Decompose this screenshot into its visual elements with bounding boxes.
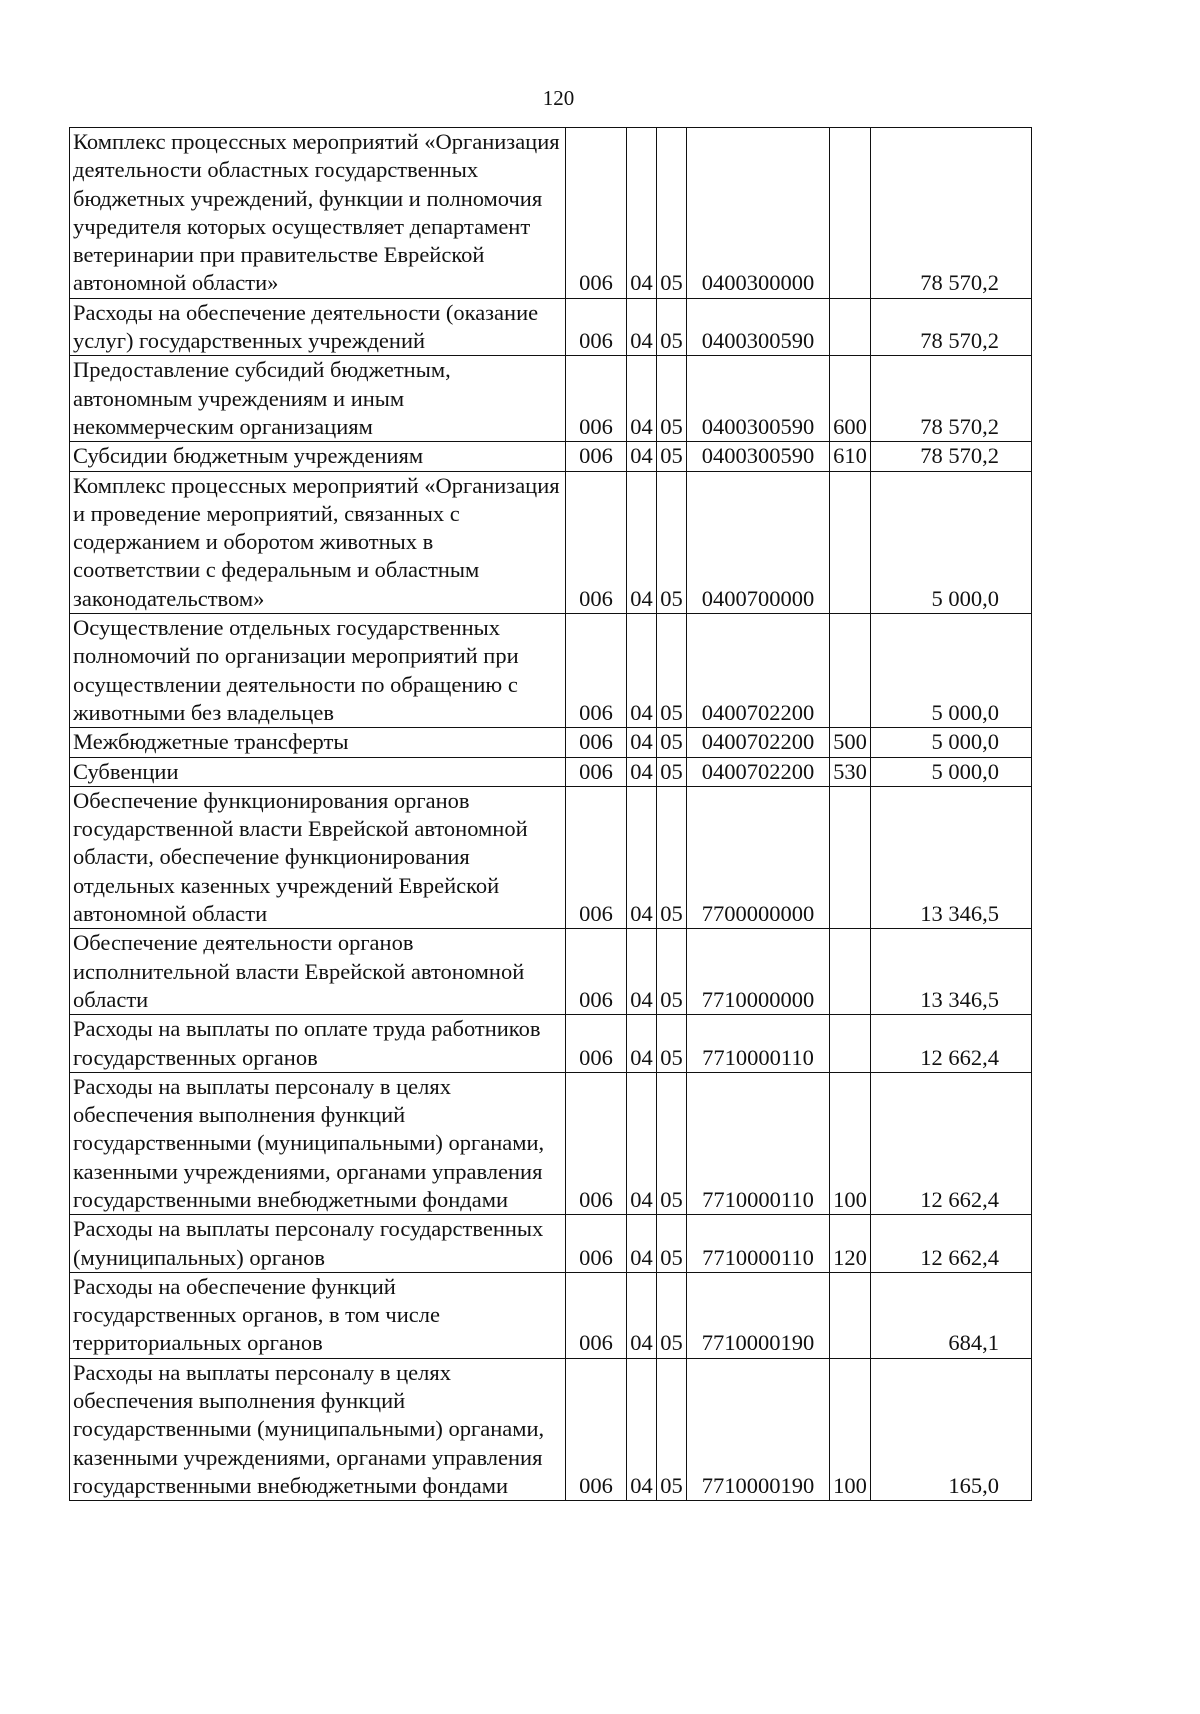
row-name: Расходы на выплаты персоналу в целях обеспечения выполнения функций государственными (муниципальными) органами, казенными учреждениями, органами управления государственными внебюджетными фондами <box>70 1072 566 1214</box>
target-item-code: 0400300590 <box>687 442 830 471</box>
amount-value: 5 000,0 <box>871 728 1032 757</box>
target-item-code: 7710000190 <box>687 1358 830 1500</box>
target-item-code: 0400700000 <box>687 471 830 613</box>
amount-value: 12 662,4 <box>871 1072 1032 1214</box>
table-row <box>70 1215 1032 1273</box>
table-row <box>70 929 1032 1015</box>
section-code: 04 <box>627 471 657 613</box>
table-row <box>70 471 1032 613</box>
row-name: Предоставление субсидий бюджетным, автономным учреждениям и иным некоммерческим организациям <box>70 356 566 442</box>
section-code: 04 <box>627 356 657 442</box>
target-item-code: 7710000110 <box>687 1215 830 1273</box>
ministry-code: 006 <box>566 757 627 786</box>
amount-value: 12 662,4 <box>871 1215 1032 1273</box>
budget-table <box>69 127 1032 1501</box>
ministry-code: 006 <box>566 1215 627 1273</box>
subsection-code: 05 <box>657 1215 687 1273</box>
expense-type-code <box>830 1272 871 1358</box>
row-name: Обеспечение деятельности органов исполнительной власти Еврейской автономной области <box>70 929 566 1015</box>
subsection-code: 05 <box>657 929 687 1015</box>
target-item-code: 7710000000 <box>687 929 830 1015</box>
expense-type-code <box>830 1015 871 1073</box>
subsection-code: 05 <box>657 356 687 442</box>
ministry-code: 006 <box>566 786 627 928</box>
ministry-code: 006 <box>566 1358 627 1500</box>
ministry-code: 006 <box>566 1015 627 1073</box>
ministry-code: 006 <box>566 128 627 299</box>
table-row <box>70 356 1032 442</box>
target-item-code: 0400702200 <box>687 728 830 757</box>
expense-type-code: 610 <box>830 442 871 471</box>
amount-value: 5 000,0 <box>871 614 1032 728</box>
expense-type-code: 500 <box>830 728 871 757</box>
amount-value: 13 346,5 <box>871 786 1032 928</box>
target-item-code: 7710000110 <box>687 1072 830 1214</box>
amount-value: 78 570,2 <box>871 128 1032 299</box>
expense-type-code <box>830 128 871 299</box>
section-code: 04 <box>627 442 657 471</box>
expense-type-code: 530 <box>830 757 871 786</box>
section-code: 04 <box>627 1215 657 1273</box>
amount-value: 78 570,2 <box>871 442 1032 471</box>
table-body <box>70 128 1032 1501</box>
target-item-code: 0400702200 <box>687 614 830 728</box>
table-row <box>70 786 1032 928</box>
section-code: 04 <box>627 757 657 786</box>
table-row <box>70 442 1032 471</box>
amount-value: 12 662,4 <box>871 1015 1032 1073</box>
amount-value: 78 570,2 <box>871 356 1032 442</box>
target-item-code: 7700000000 <box>687 786 830 928</box>
ministry-code: 006 <box>566 1272 627 1358</box>
expense-type-code <box>830 614 871 728</box>
expense-type-code <box>830 471 871 613</box>
section-code: 04 <box>627 728 657 757</box>
row-name: Расходы на выплаты персоналу в целях обеспечения выполнения функций государственными (муниципальными) органами, казенными учреждениями, органами управления государственными внебюджетными фондами <box>70 1358 566 1500</box>
table-row <box>70 1272 1032 1358</box>
target-item-code: 0400300000 <box>687 128 830 299</box>
amount-value: 684,1 <box>871 1272 1032 1358</box>
section-code: 04 <box>627 128 657 299</box>
table-row <box>70 728 1032 757</box>
subsection-code: 05 <box>657 786 687 928</box>
row-name: Комплекс процессных мероприятий «Организация деятельности областных государственных бюджетных учреждений, функции и полномочия учредителя которых осуществляет департамент ветеринарии при правительстве Еврейской автономной области» <box>70 128 566 299</box>
ministry-code: 006 <box>566 614 627 728</box>
subsection-code: 05 <box>657 1272 687 1358</box>
target-item-code: 0400702200 <box>687 757 830 786</box>
expense-type-code <box>830 786 871 928</box>
target-item-code: 7710000190 <box>687 1272 830 1358</box>
subsection-code: 05 <box>657 442 687 471</box>
table-row <box>70 128 1032 299</box>
subsection-code: 05 <box>657 298 687 356</box>
row-name: Межбюджетные трансферты <box>70 728 566 757</box>
subsection-code: 05 <box>657 471 687 613</box>
subsection-code: 05 <box>657 757 687 786</box>
amount-value: 5 000,0 <box>871 757 1032 786</box>
ministry-code: 006 <box>566 298 627 356</box>
ministry-code: 006 <box>566 728 627 757</box>
expense-type-code <box>830 298 871 356</box>
page-number: 120 <box>542 86 575 110</box>
table-row <box>70 1015 1032 1073</box>
target-item-code: 7710000110 <box>687 1015 830 1073</box>
amount-value: 5 000,0 <box>871 471 1032 613</box>
subsection-code: 05 <box>657 1015 687 1073</box>
row-name: Осуществление отдельных государственных полномочий по организации мероприятий при осуществлении деятельности по обращению с животными без владельцев <box>70 614 566 728</box>
table-row <box>70 757 1032 786</box>
subsection-code: 05 <box>657 1358 687 1500</box>
subsection-code: 05 <box>657 614 687 728</box>
expense-type-code: 100 <box>830 1358 871 1500</box>
subsection-code: 05 <box>657 128 687 299</box>
expense-type-code <box>830 929 871 1015</box>
section-code: 04 <box>627 1072 657 1214</box>
ministry-code: 006 <box>566 471 627 613</box>
row-name: Обеспечение функционирования органов государственной власти Еврейской автономной области, обеспечение функционирования отдельных казенных учреждений Еврейской автономной области <box>70 786 566 928</box>
section-code: 04 <box>627 1015 657 1073</box>
ministry-code: 006 <box>566 1072 627 1214</box>
target-item-code: 0400300590 <box>687 356 830 442</box>
section-code: 04 <box>627 1358 657 1500</box>
ministry-code: 006 <box>566 929 627 1015</box>
section-code: 04 <box>627 1272 657 1358</box>
row-name: Расходы на обеспечение деятельности (оказание услуг) государственных учреждений <box>70 298 566 356</box>
expense-type-code: 600 <box>830 356 871 442</box>
table-row <box>70 1072 1032 1214</box>
row-name: Субсидии бюджетным учреждениям <box>70 442 566 471</box>
row-name: Субвенции <box>70 757 566 786</box>
table-row <box>70 1358 1032 1500</box>
section-code: 04 <box>627 786 657 928</box>
expense-type-code: 100 <box>830 1072 871 1214</box>
expense-type-code: 120 <box>830 1215 871 1273</box>
amount-value: 13 346,5 <box>871 929 1032 1015</box>
ministry-code: 006 <box>566 356 627 442</box>
subsection-code: 05 <box>657 1072 687 1214</box>
section-code: 04 <box>627 614 657 728</box>
row-name: Расходы на выплаты по оплате труда работников государственных органов <box>70 1015 566 1073</box>
row-name: Расходы на выплаты персоналу государственных (муниципальных) органов <box>70 1215 566 1273</box>
ministry-code: 006 <box>566 442 627 471</box>
target-item-code: 0400300590 <box>687 298 830 356</box>
amount-value: 78 570,2 <box>871 298 1032 356</box>
row-name: Расходы на обеспечение функций государственных органов, в том числе территориальных органов <box>70 1272 566 1358</box>
table-row <box>70 298 1032 356</box>
table-row <box>70 614 1032 728</box>
row-name: Комплекс процессных мероприятий «Организация и проведение мероприятий, связанных с содержанием и оборотом животных в соответствии с федеральным и областным законодательством» <box>70 471 566 613</box>
section-code: 04 <box>627 929 657 1015</box>
section-code: 04 <box>627 298 657 356</box>
subsection-code: 05 <box>657 728 687 757</box>
amount-value: 165,0 <box>871 1358 1032 1500</box>
